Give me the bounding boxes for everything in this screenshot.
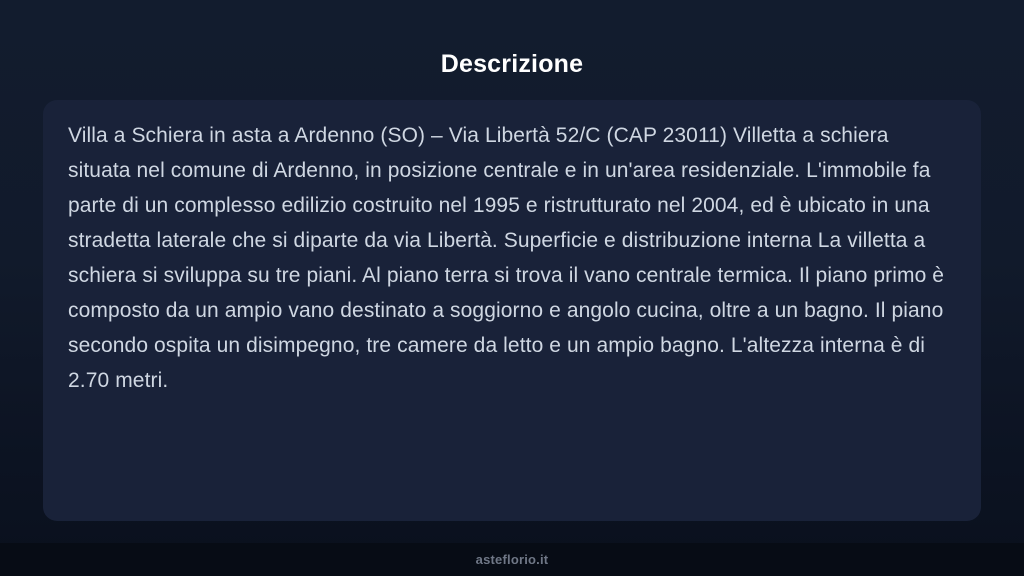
footer-bar [0,543,1024,576]
page-title: Descrizione [440,50,584,78]
footer-watermark: asteflorio.it [475,552,549,567]
description-text: Villa a Schiera in asta a Ardenno (SO) – Via Libertà 52/C (CAP 23011) Villetta a schiera situata nel comune di Ardenno, in posizione centrale e in un'area residenziale. L'immobile fa parte di un complesso edilizio costruito nel 1995 e ristrutturato nel 2004, ed è ubicato in una stradetta laterale che si diparte da via Libertà. Superficie e distribuzione interna La villetta a schiera si sviluppa su tre piani. Al piano terra si trova il vano centrale termica. Il piano primo è composto da un ampio vano destinato a soggiorno e angolo cucina, oltre a un bagno. Il piano secondo ospita un disimpegno, tre camere da letto e un ampio bagno. L'altezza interna è di 2.70 metri. [68,124,945,392]
description-card [43,100,981,521]
